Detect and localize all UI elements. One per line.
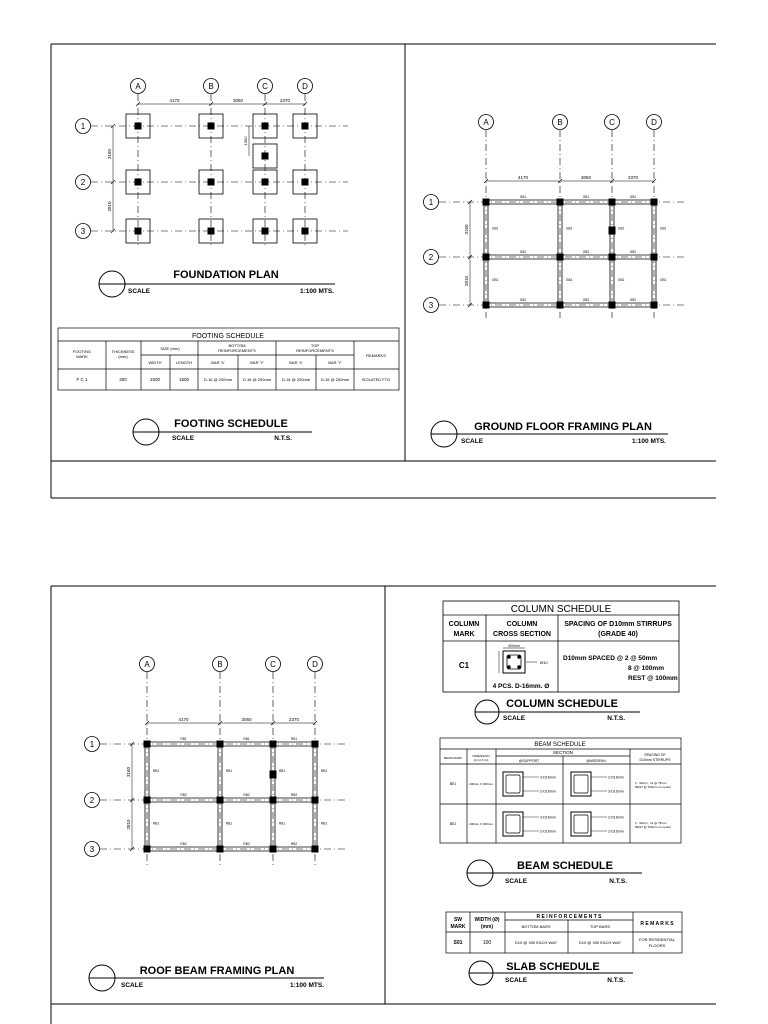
beam-h-dim-1: DIMENSION [472,754,490,758]
column-pier [135,179,142,186]
row-dimension: 2810 [126,819,131,830]
row-dimension: 3160 [464,224,469,235]
beam-label: RB2 [180,842,187,846]
sheet-frame-bottom [51,586,716,1024]
column-section-dim: 300mm [508,644,520,648]
column [609,302,616,309]
slab-schedule-scale-label: SCALE [505,977,528,984]
slab-row-remarks-1: FOR RESIDENTIAL [639,937,675,942]
roof-beam-framing-plan [85,657,346,867]
foundation-plan-title-block [99,269,335,297]
beam-label: GB1 [519,195,527,199]
column [144,846,151,853]
column [312,741,319,748]
column-schedule-scale-label: SCALE [503,715,526,722]
span-dimension: 2370 [279,98,291,103]
column-h-mark-2: MARK [453,631,475,638]
beam-schedule-scale-value: N.T.S. [609,878,627,885]
grid-label-col: D [651,118,657,127]
footing-schedule-title-block [133,418,312,445]
roof-plan-scale-label: SCALE [121,982,144,989]
beam-row-dimension: 200mm X 300mm [469,782,493,786]
beam-label: GB2 [519,298,527,302]
beam-label: GB1 [566,226,573,231]
beam-label: GB2 [629,250,637,254]
column-pier [135,123,142,130]
footing-h-topx: BAR 'X' [289,360,303,365]
column-schedule-table-title: COLUMN SCHEDULE [510,604,612,615]
column-section-bars: 4 PCS. D-16mm. Ø [492,683,550,690]
span-dimension: 2370 [288,717,300,722]
grid-label-col: A [144,660,150,669]
footing-h-top-1: TOP [310,343,320,348]
footing-h-top-2: REINFORCEMENTS [296,348,334,353]
beam-label: RB1 [321,769,328,773]
footing-row-width: 1500 [149,377,161,382]
grid-label-col: D [312,660,318,669]
span-dimension: 3060 [232,98,244,103]
beam-label: GB2 [629,298,637,302]
beam-h-support: @SUPPORT [518,759,540,763]
footing-schedule-scale-label: SCALE [172,435,195,442]
column-spacing-1: D10mm SPACED @ 2 @ 50mm [563,655,658,662]
slab-h-reinf: R E I N F O R C E M E N T S [536,914,602,920]
foundation-plan-title: FOUNDATION PLAN [173,269,279,281]
beam-label: RB1 [180,737,187,741]
footing-row-thickness: 300 [119,377,127,382]
column-schedule-table [443,601,679,692]
footing-h-thick-1: THICKNESS [111,349,135,354]
column-pier [262,123,269,130]
slab-h-top: TOP BARS [589,924,611,929]
slab-row-top: D10 @ 300 EACH WAY [578,940,622,945]
footing-schedule-table [58,328,399,390]
column [557,302,564,309]
beam-schedule-title: BEAM SCHEDULE [517,860,613,872]
row-dimension: 3160 [107,148,112,160]
beam-label: GB1 [629,195,637,199]
column-h-spacing-1: SPACING OF D10mm STIRRUPS [564,621,672,628]
column [270,771,277,779]
beam-stirrup-spacing: 1 - 50mm , 11 @ 75mm [635,781,667,785]
beam-h-mark: BEAM MARK [443,756,463,760]
ground-floor-plan-title: GROUND FLOOR FRAMING PLAN [474,421,652,433]
ground-floor-scale-label: SCALE [461,438,484,445]
grid-label-col: C [270,660,276,669]
column-h-section-1: COLUMN [506,621,538,628]
beam-label: GB1 [660,278,667,282]
beam-label: RB1 [226,769,233,773]
beam-label: RB1 [153,821,160,826]
row-dimension: 3160 [126,766,131,778]
roof-plan-title-block [89,965,324,991]
column-h-section-2: CROSS SECTION [493,631,551,638]
footing-h-bottom-1: BOTTOM [228,343,246,348]
footing-h-boty: BAR 'Y' [250,360,264,365]
grid-label-row: 1 [80,122,86,131]
footing-row-bot-x: D-16 @ 200mm [203,377,233,382]
column-pier [262,153,269,160]
column [651,199,658,206]
column [270,797,277,804]
column-schedule-title: COLUMN SCHEDULE [506,698,618,710]
slab-schedule-title: SLAB SCHEDULE [506,961,600,973]
column [270,846,277,853]
column [217,846,224,853]
beam-schedule-table [440,738,681,843]
slab-schedule-table [446,912,682,953]
column [609,254,616,261]
grid-label-col: C [609,118,615,127]
beam-h-spacing-2: D10mm STIRRUPS [639,758,671,762]
grid-label-row: 1 [89,740,95,749]
beam-schedule-table-title: BEAM SCHEDULE [534,742,586,748]
footing-schedule-title: FOOTING SCHEDULE [174,418,288,430]
column-pier [208,123,215,130]
grid-label-row: 2 [80,178,86,187]
column [651,254,658,261]
footing-h-bottom-2: REINFORCEMENTS [218,348,256,353]
ground-floor-scale-value: 1:100 MTS. [632,438,666,445]
beam-label: GB2 [582,298,590,302]
footing-h-width: WIDTH [148,360,162,365]
column-schedule-title-block [475,698,640,724]
slab-row-bottom: D10 @ 300 EACH WAY [514,940,558,945]
column [557,199,564,206]
column [651,302,658,309]
column [312,846,319,853]
beam-stirrup-spacing: 1 - 50mm , 11 @ 75mm [635,821,667,825]
footing-row-mark: F C 1 [76,377,88,382]
footing-h-mark-2: MARK [76,354,88,359]
grid-label-row: 3 [428,301,434,310]
span-dimension: 4170 [517,175,529,180]
grid-label-row: 2 [89,796,95,805]
column-spacing-2: 8 @ 100mm [628,665,664,672]
beam-h-midspan: @MIDSPAN [586,759,606,763]
beam-label: RB2 [180,793,187,797]
beam-h-section: SECTION [552,750,574,755]
beam-bars-top-support: 3-D16mm [540,815,556,820]
grid-label-col: B [217,660,223,669]
beam-label: GB2 [582,250,590,254]
footing-h-length: LENGTH [175,360,193,365]
beam-schedule-scale-label: SCALE [505,878,528,885]
footing-row-length: 1500 [178,377,190,382]
beam-row-dimension: 200mm X 300mm [469,822,493,826]
footing-h-thick-2: (mm) [118,354,128,359]
grid-label-col: A [483,118,489,127]
column [217,797,224,804]
grid-label-col: B [208,82,214,91]
column [609,227,616,235]
beam-bars-bottom-midspan: 3-D16mm [608,789,624,794]
beam-label: GB1 [566,278,573,282]
small-dimension: 1350 [243,136,248,146]
slab-schedule-title-block [469,961,633,985]
footing-h-botx: BAR 'X' [211,360,225,365]
slab-row-width: 100 [482,940,492,946]
slab-h-remarks: R E M A R K S [640,921,674,927]
span-dimension: 4170 [169,98,180,103]
beam-label: RB1 [279,821,286,826]
slab-row-remarks-2: FLOORS [648,943,666,948]
beam-bars-bottom-midspan: 2-D16mm [608,829,624,834]
footing-row-bot-y: D-16 @ 200mm [242,377,272,382]
footing-row-top-y: D-16 @ 200mm [320,377,350,382]
beam-label: RB2 [290,842,298,846]
beam-label: GB1 [618,278,625,282]
beam-label: RB1 [290,737,298,741]
beam-label: RB1 [321,821,328,826]
column [483,199,490,206]
beam-label: GB1 [492,226,499,231]
row-dimension: 2810 [107,201,112,212]
beam-label: RB2 [243,842,250,846]
grid-label-col: C [262,82,268,91]
beam-stirrup-midspan [574,815,588,833]
roof-plan-title: ROOF BEAM FRAMING PLAN [139,965,295,977]
beam-label: GB1 [618,226,625,231]
beam-label: GB1 [582,195,590,199]
beam-schedule-title-block [467,860,642,886]
beam-bars-top-support: 3-D16mm [540,775,556,780]
beam-h-spacing-1: SPACING OF [644,753,666,757]
beam-label: RB2 [290,793,298,797]
column-pier [262,179,269,186]
slab-h-bottom: BOTTOM BARS [521,924,551,929]
beam-label: GB2 [519,250,527,254]
footing-h-size: SIZE (mm) [160,346,180,351]
foundation-plan-scale-label: SCALE [128,288,151,295]
column-section-note: Ø10 [540,660,548,665]
beam-label: GB1 [660,226,667,231]
grid-label-row: 1 [428,198,434,207]
grid-label-row: 2 [428,253,434,262]
beam-bars-top-midspan: 2-D16mm [608,775,624,780]
ground-floor-title-block [431,421,668,447]
roof-plan-scale-value: 1:100 MTS. [290,982,324,989]
grid-label-col: D [302,82,308,91]
column [557,254,564,261]
beam-label: RB1 [153,769,160,773]
row-dimension: 2810 [464,275,469,287]
foundation-plan [76,79,349,247]
column-pier [302,228,309,235]
beam-stirrup-spacing: REST @ 150mm on center [635,785,672,789]
column-h-spacing-2: (GRADE 40) [598,631,638,638]
footing-schedule-scale-value: N.T.S. [274,435,292,442]
beam-row-mark: BE2 [449,822,457,826]
grid-label-col: A [135,82,141,91]
column [483,302,490,309]
beam-label: RB1 [243,737,250,741]
slab-h-width-2: (mm) [480,924,494,930]
column-mark: C1 [458,661,470,670]
slab-h-mark-1: SW [453,917,463,923]
column [217,741,224,748]
beam-stirrup-spacing: REST @ 150mm on center [635,825,672,829]
column [483,254,490,261]
beam-label: RB2 [243,793,250,797]
grid-label-col: B [557,118,563,127]
slab-row-mark: S01 [453,940,463,946]
column-h-mark-1: COLUMN [448,621,480,628]
beam-bars-top-midspan: 2-D16mm [608,815,624,820]
footing-h-remarks: REMARKS [366,353,386,358]
column-spacing-3: REST @ 100mm [628,675,678,682]
column-pier [302,123,309,130]
beam-row-mark: BE1 [449,782,457,786]
foundation-plan-scale-value: 1:100 MTS. [300,288,334,295]
column [609,199,616,206]
column-section-sketch [499,648,537,673]
slab-h-mark-2: MARK [450,924,466,930]
column [270,741,277,748]
slab-h-width-1: WIDTH (Ø) [474,917,500,923]
footing-row-remarks: ISOLATED FTG [361,377,391,382]
column-schedule-scale-value: N.T.S. [607,715,625,722]
column-pier [208,179,215,186]
column-pier [135,228,142,235]
ground-floor-framing-plan [424,115,685,319]
grid-label-row: 3 [80,227,86,236]
beam-bars-bottom-support: 2-D16mm [540,829,556,834]
span-dimension: 4170 [178,717,189,722]
footing-h-topy: BAR 'Y' [328,360,342,365]
span-dimension: 3060 [580,175,592,180]
column-pier [262,228,269,235]
column [144,797,151,804]
slab-schedule-scale-value: N.T.S. [607,977,625,984]
beam-label: RB1 [226,821,233,826]
span-dimension: 3060 [241,717,252,722]
beam-label: RB1 [279,769,286,773]
footing-row-top-x: D-16 @ 200mm [281,377,311,382]
beam-stirrup-support [506,775,520,793]
column [144,741,151,748]
beam-stirrup-midspan [574,775,588,793]
beam-label: GB1 [492,278,499,282]
column [312,797,319,804]
span-dimension: 2370 [627,175,639,180]
column-pier [302,179,309,186]
beam-stirrup-support [506,815,520,833]
beam-bars-bottom-support: 2-D16mm [540,789,556,794]
beam-h-dim-2: (mm) X (H) [473,758,489,762]
footing-h-mark-1: FOOTING [72,349,92,354]
grid-label-row: 3 [89,845,95,854]
column-pier [208,228,215,235]
footing-schedule-table-title: FOOTING SCHEDULE [192,333,264,340]
